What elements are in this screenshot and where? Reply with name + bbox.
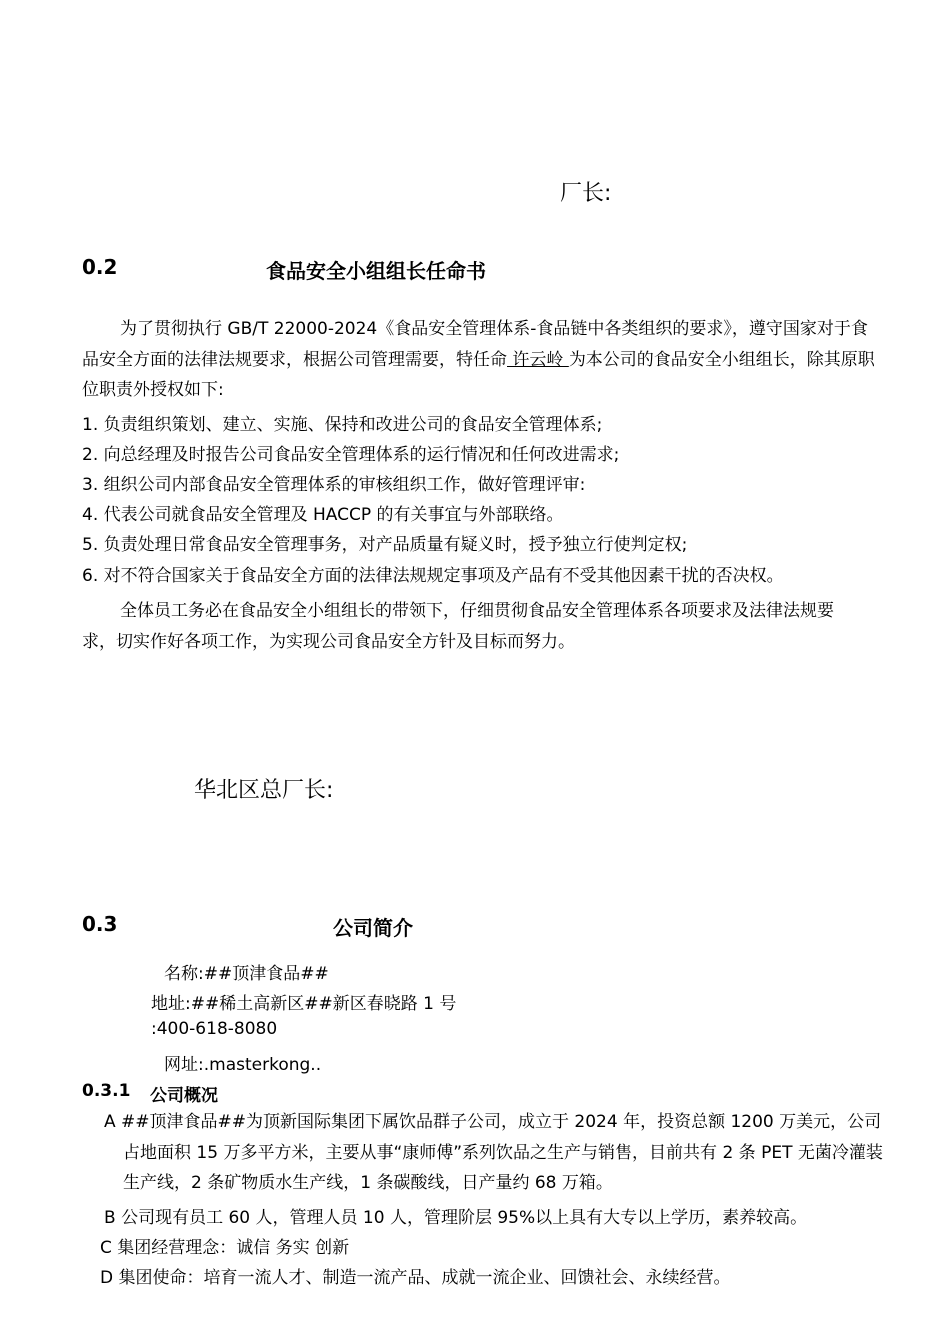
authorization-item: 3. 组织公司内部食品安全管理体系的审核组织工作，做好管理评审: <box>82 475 586 495</box>
authorization-item: 4. 代表公司就食品安全管理及 HACCP 的有关事宜与外部联络。 <box>82 505 564 525</box>
section-0-3-title: 公司简介 <box>333 916 413 940</box>
authorization-item: 1. 负责组织策划、建立、实施、保持和改进公司的食品安全管理体系; <box>82 415 603 435</box>
company-address-line: 地址:##稀土高新区##新区春晓路 1 号 <box>151 994 457 1014</box>
section-0-3-number: 0.3 <box>82 912 118 936</box>
section-0-2-number: 0.2 <box>82 255 118 279</box>
authorization-item: 6. 对不符合国家关于食品安全方面的法律法规规定事项及产品有不受其他因素干扰的否决权。 <box>82 566 784 586</box>
section-0-3-1-title: 公司概况 <box>150 1086 218 1106</box>
regional-director-signature-label: 华北区总厂长: <box>194 778 334 803</box>
overview-item-d: D 集团使命：培育一流人才、制造一流产品、成就一流企业、回馈社会、永续经营。 <box>100 1268 731 1288</box>
appointment-intro-after: 为本公司的食品安全小组组长，除其原职位职责外授权如下: <box>82 349 875 400</box>
overview-item-a: A ##顶津食品##为顶新国际集团下属饮品群子公司，成立于 2024 年，投资总额 1200 万美元，公司占地面积 15 万多平方米，主要从事“康师傅”系列饮品之生产与销售，目前共有 2 条 PET 无菌冷灌装生产线，2 条矿物质水生产线，1 条碳酸线，日产量约 68 万箱。 <box>104 1112 883 1193</box>
factory-director-signature-label: 厂长: <box>560 181 612 206</box>
appointee-name: 许云岭 <box>507 349 569 370</box>
appointment-intro-before: 为了贯彻执行 GB/T 22000-2024《食品安全管理体系-食品链中各类组织的要求》，遵守国家对于食品安全方面的法律法规要求，根据公司管理需要，特任命 <box>82 319 868 370</box>
company-name-line: 名称:##顶津食品## <box>164 964 329 984</box>
overview-item-b: B 公司现有员工 60 人，管理人员 10 人，管理阶层 95%以上具有大专以上学历，素养较高。 <box>104 1208 808 1228</box>
overview-item-c: C 集团经营理念：诚信 务实 创新 <box>100 1238 350 1258</box>
authorization-item: 5. 负责处理日常食品安全管理事务，对产品质量有疑义时，授予独立行使判定权; <box>82 535 688 555</box>
authorization-item: 2. 向总经理及时报告公司食品安全管理体系的运行情况和任何改进需求; <box>82 445 620 465</box>
appointment-intro-paragraph <box>82 314 882 406</box>
section-0-2-title: 食品安全小组组长任命书 <box>266 259 486 283</box>
appointment-closing-paragraph: 全体员工务必在食品安全小组组长的带领下，仔细贯彻食品安全管理体系各项要求及法律法规要求，切实作好各项工作，为实现公司食品安全方针及目标而努力。 <box>82 601 834 652</box>
company-website-line: 网址:.masterkong.. <box>164 1055 322 1075</box>
company-phone-line: :400-618-8080 <box>151 1019 278 1039</box>
section-0-3-1-number: 0.3.1 <box>82 1081 131 1101</box>
